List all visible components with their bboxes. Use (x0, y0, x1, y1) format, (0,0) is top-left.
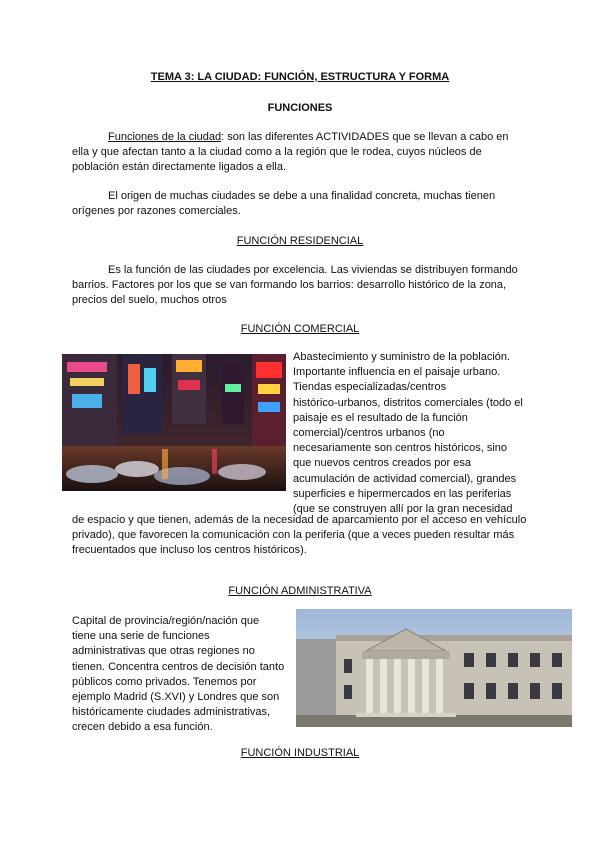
comercial-wrap-text (293, 350, 533, 517)
comercial-line: histórico-urbanos, distritos comerciales (todo el (293, 396, 523, 409)
comercial-line: Abastecimiento y suministro de la población. (293, 351, 511, 363)
heading-funcion-administrativa: FUNCIÓN ADMINISTRATIVA (228, 585, 372, 597)
administrativa-line: tiene una serie de funciones (72, 630, 210, 643)
residencial-paragraph: Es la función de las ciudades por excelencia. Las viviendas se distribuyen formando barrios. Factores por los que se van formando los barrios: desarrollo histórico de la zona, precios del suelo, muchos otros (72, 264, 518, 307)
comercial-line: Importante influencia en el paisaje urbano. (293, 366, 501, 379)
comercial-line: superficies e hipermercados en las periferias (293, 487, 512, 500)
comercial-line: acumulación de actividad comercial), grandes (293, 472, 517, 485)
intro-term: Funciones de la ciudad (108, 131, 222, 143)
administrativa-line: administrativas que otras regiones no (72, 645, 255, 658)
administrativa-wrap-text (72, 614, 292, 736)
administrativa-line: tienen. Concentra centros de decisión tanto (72, 660, 285, 673)
heading-funcion-comercial: FUNCIÓN COMERCIAL (240, 323, 360, 335)
comercial-line: que nuevos centros creados por esa (293, 457, 471, 470)
comercial-line: Tiendas especializadas/centros (293, 381, 447, 394)
section-heading-funciones: FUNCIONES (267, 102, 333, 114)
origin-paragraph: El origen de muchas ciudades se debe a una finalidad concreta, muchas tienen orígenes por razones comerciales. (72, 190, 496, 218)
administrativa-line: públicos como privados. Tenemos por (72, 675, 257, 688)
administrativa-line: crecen debido a esa función. (72, 721, 213, 734)
intro-paragraph (72, 130, 524, 176)
comercial-line: comercial)/centros urbanos (no (293, 427, 445, 440)
administrativa-line: históricamente ciudades administrativas, (72, 706, 271, 719)
comercial-tail-paragraph: de espacio y que tienen, además de la necesidad de aparcamiento por el acceso en vehículo privado), que favorecen la comunicación con la periferia (que a veces pueden resultar más frecuentados que incluso los centros históricos). (72, 514, 527, 557)
comercial-line: paisaje es el resultado de la función (293, 411, 468, 424)
page-title: TEMA 3: LA CIUDAD: FUNCIÓN, ESTRUCTURA Y FORMA (150, 71, 450, 83)
administrativa-line: ejemplo Madrid (S.XVI) y Londres que son (72, 691, 280, 704)
heading-funcion-residencial: FUNCIÓN RESIDENCIAL (236, 235, 364, 247)
comercial-line: necesariamente son centros históricos, sino (293, 442, 507, 455)
government-building-photo (296, 609, 572, 727)
administrativa-line: Capital de provincia/región/nación que (72, 615, 260, 627)
intro-definition: : son las diferentes ACTIVIDADES que se llevan a cabo en ella y que afectan tanto a la ciudad como a la región que le rodea, cuyos núcleos de población están directamente ligados a ella. (72, 131, 509, 174)
comercial-line: (que se construyen allí por la gran necesidad (293, 503, 513, 516)
heading-funcion-industrial: FUNCIÓN INDUSTRIAL (240, 747, 360, 759)
city-night-street-photo (62, 354, 286, 491)
